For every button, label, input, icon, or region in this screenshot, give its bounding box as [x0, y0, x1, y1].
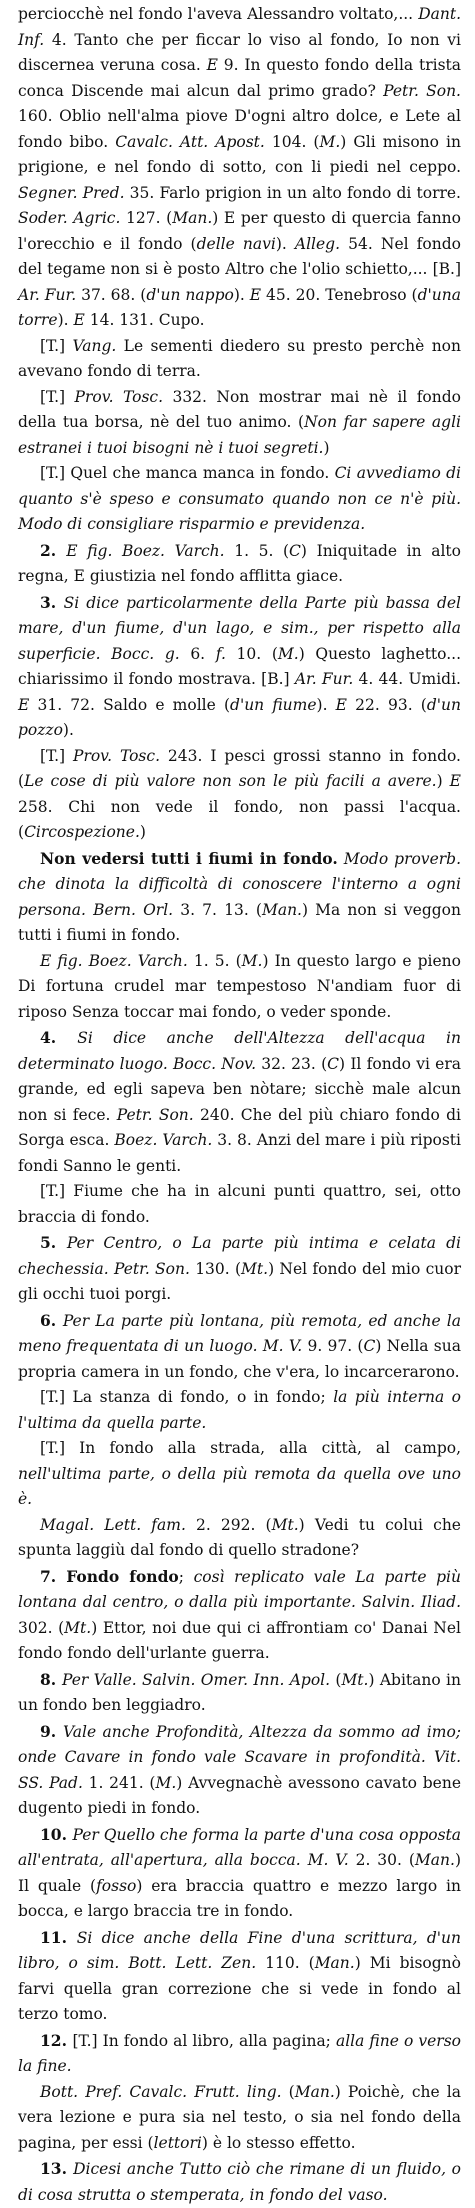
text-run: ) Nel fondo del mio cuor gli occhi tuoi porgi. — [18, 1259, 461, 1303]
paragraph — [18, 2156, 461, 2208]
text-run: ) — [436, 772, 450, 790]
text-run: Si dice anche dell'Altezza dell'acqua in determinato luogo. Bocc. Nov. — [18, 1029, 461, 1073]
text-run: ) Abitano in un fondo ben leggiadro. — [18, 1670, 461, 1714]
paragraph — [18, 1822, 461, 1925]
text-run: 22. 93. ( — [347, 695, 427, 714]
text-run: ) Gli misono in prigione, e nel fondo di sotto, con li piedi nel ceppo. — [18, 132, 461, 176]
text-run: Mt. — [271, 1515, 299, 1534]
text-run: d'un fiume — [230, 695, 317, 714]
paragraph — [18, 2, 461, 334]
paragraph — [18, 744, 461, 846]
text-run: E — [335, 695, 347, 714]
text-run: ) Poichè, che la vera lezione e pura sia nel testo, o sia nel fondo della pagina, per essi ( — [18, 2082, 461, 2152]
text-run: Le sementi diedero su presto perchè non avevano fondo di terra. — [18, 336, 461, 380]
text-run: ) Questo laghetto... chiarissimo il fondo mostrava. [B.] — [18, 644, 461, 688]
text-run: d'una torre — [18, 285, 461, 329]
text-run: ) E per questo di quercia fanno l'orecchio e il fondo ( — [18, 209, 461, 253]
text-run: 104. ( — [264, 132, 320, 151]
paragraph — [18, 1719, 461, 1822]
paragraph — [18, 2080, 461, 2157]
text-run: 3. 8. Anzi del mare i più riposti fondi Sanno le genti. — [18, 1131, 461, 1175]
paragraph — [18, 1179, 461, 1230]
text-run: delle navi — [196, 234, 276, 253]
text-run: 2. — [40, 540, 67, 560]
text-run: ; — [178, 1567, 194, 1586]
text-run: Man. — [294, 2082, 335, 2101]
text-run: 258. Chi non vede il fondo, non passi l'acqua. ( — [18, 797, 461, 841]
text-run: alla fine o verso la fine. — [18, 2031, 461, 2075]
text-run: 1. 5. ( — [187, 951, 242, 970]
text-run: Ci avvediamo di quanto s'è speso e consumato quando non ce n'è più. Modo di consigliare risparmio e previdenza. — [18, 464, 461, 533]
text-run: 4. — [40, 1028, 78, 1047]
text-run: ). — [316, 695, 336, 714]
text-run: Vale anche Profondità, Altezza da sommo ad imo; onde Cavare in fondo vale Scavare in profondità. Vit. SS. Pad. — [18, 1722, 461, 1792]
text-run: 10. — [40, 1824, 73, 1844]
text-run: 31. 72. Saldo e molle ( — [29, 695, 231, 714]
text-run: ). — [233, 285, 250, 304]
text-run: [T.] In fondo al libro, alla pagina; — [72, 2031, 336, 2050]
text-run: ) — [323, 438, 330, 457]
text-run: Segner. Pred. — [18, 183, 125, 202]
paragraph — [18, 1385, 461, 1436]
text-run: Dant. Inf. — [18, 5, 461, 49]
text-run: 32. 23. ( — [256, 1054, 328, 1073]
text-run: ) — [139, 823, 146, 841]
text-run: 8. — [40, 1669, 62, 1689]
text-run: 4. Tanto che per ficcar lo viso al fondo, Io non vi discernea veruna cosa. — [18, 30, 461, 74]
text-run: E — [449, 772, 461, 790]
text-run: ) Nella sua propria camera in un fondo, che v'era, lo incarcerarono. — [18, 1337, 461, 1381]
text-run: 240. Che del più chiaro fondo di Sorga esca. — [18, 1105, 461, 1149]
text-run: Mt. — [341, 1670, 369, 1689]
text-run: d'un nappo — [146, 285, 234, 304]
text-run: 13. — [40, 2159, 74, 2178]
text-run: 6. — [40, 1310, 63, 1330]
text-run: Petr. Son. — [383, 81, 461, 100]
text-run: C — [289, 541, 301, 560]
text-run: nell'ultima parte, o della più remota da quella ove uno è. — [18, 1464, 461, 1508]
paragraph — [18, 1925, 461, 2028]
text-run: E fig. Boez. Varch. — [66, 541, 225, 560]
text-run: E — [249, 285, 262, 304]
text-run: 9. In questo fondo della trista conca Discende mai alcun dal primo grado? — [18, 56, 461, 100]
text-run: ) Ettor, noi due qui ci affrontiam co' Danai Nel fondo fondo dell'urlante guerra. — [18, 1618, 461, 1662]
text-run: Si dice particolarmente della Parte più bassa del mare, d'un fiume, d'un lago, e sim., per rispetto alla superficie. Bocc. g. — [18, 593, 461, 663]
text-run: Cavalc. Att. Apost. — [115, 132, 265, 151]
text-run: 6. — [179, 644, 216, 663]
text-run: M. — [155, 1773, 177, 1792]
text-run: 4. 44. Umidi. — [353, 670, 461, 688]
text-run: Per Quello che forma la parte d'una cosa opposta all'entrata, all'apertura, alla bocca. M. V. — [18, 1825, 462, 1869]
paragraph — [18, 1230, 461, 1308]
text-run: E fig. Boez. Varch. — [40, 951, 188, 970]
text-run: Modo proverb. che dinota la difficoltà di conoscere l'interno a ogni persona. Bern. Orl. — [18, 849, 461, 919]
text-run: Dicesi anche Tutto ciò che rimane di un fluido, o di cosa strutta o stemperata, in fondo del vaso. — [18, 2160, 461, 2204]
text-run: Le cose di più valore non son le più facili a avere. — [24, 772, 437, 790]
text-run: 11. — [40, 1927, 77, 1947]
text-run: Soder. Agric. — [18, 209, 121, 227]
text-run: C — [363, 1337, 376, 1355]
text-run: E — [18, 695, 30, 714]
text-run: [T.] — [40, 336, 73, 355]
text-run: Per La parte più lontana, più remota, ed anche la meno frequentata di un luogo. M. V. — [18, 1311, 461, 1355]
text-run: Man. — [172, 209, 213, 227]
text-run: fosso — [96, 1876, 137, 1895]
text-run: così replicato vale La parte più lontana dal centro, o dalla più importante. Salvin. Iliad. — [18, 1567, 461, 1611]
text-run: lettori — [153, 2133, 202, 2152]
text-run: ) Mi bisognò farvi quella gran correzione che si vede in fondo al terzo tomo. — [18, 1954, 461, 2023]
text-run: 332. Non mostrar mai nè il fondo della tua borsa, nè del tuo animo. ( — [18, 387, 461, 431]
text-run: 45. 20. Tenebroso ( — [261, 285, 418, 304]
text-run: 14. 131. Cupo. — [84, 311, 205, 329]
paragraph — [18, 334, 461, 385]
text-run: f. — [215, 644, 226, 663]
text-run: ) Il quale ( — [18, 1851, 461, 1895]
text-run: 2. 30. ( — [348, 1851, 415, 1869]
text-run: [T.] In fondo alla strada, alla città, al campo, — [40, 1439, 461, 1457]
text-run: ) Vedi tu colui che spunta laggiù dal fondo di quello stradone? — [18, 1515, 461, 1559]
paragraph — [18, 1513, 461, 1564]
text-run: Non vedersi tutti i fiumi in fondo. — [40, 848, 338, 868]
text-run: ) Avvegnachè avessono cavato bene dugento piedi in fondo. — [18, 1773, 461, 1817]
text-run: 3. 7. 13. ( — [173, 900, 262, 919]
text-run: [T.] — [40, 387, 75, 406]
text-run: ) In questo largo e pieno Di fortuna crudel mar tempestoso N'andiam fuor di riposo Senza toccar mai fondo, o veder sponde. — [18, 951, 461, 1021]
text-run: Mt. — [241, 1259, 269, 1278]
text-run: 160. Oblio nell'alma piove D'ogni altro dolce, e Lete al fondo bibo. — [18, 107, 461, 151]
text-run: ) Ma non si veggon tutti i fiumi in fondo. — [18, 900, 461, 944]
text-run: Man. — [314, 1954, 355, 1972]
paragraph — [18, 590, 461, 744]
paragraph — [18, 2028, 461, 2080]
paragraph — [18, 949, 461, 1026]
text-run: Petr. Son. — [116, 1105, 194, 1124]
text-run: 5. — [40, 1233, 67, 1252]
text-run: Non far sapere agli estranei i tuoi bisogni nè i tuoi segreti. — [18, 413, 461, 457]
text-run: 12. — [40, 2030, 73, 2050]
text-run: d'un pozzo — [18, 695, 461, 739]
text-run: ( — [281, 2082, 295, 2101]
text-run: Per Centro, o La parte più intima e celata di chechessia. Petr. Son. — [18, 1234, 461, 1278]
text-run: 35. Farlo prigion in un alto fondo di torre. — [124, 183, 461, 202]
text-run: Man. — [414, 1851, 455, 1869]
text-run: Man. — [261, 900, 302, 919]
text-run: 37. 68. ( — [76, 285, 147, 304]
paragraph — [18, 1564, 461, 1667]
paragraph — [18, 1308, 461, 1386]
text-run: ) è lo stesso effetto. — [201, 2133, 356, 2152]
text-run: 7. Fondo fondo — [40, 1566, 179, 1586]
text-run: [T.] — [40, 746, 74, 765]
paragraph — [18, 1025, 461, 1179]
text-run: 130. ( — [189, 1259, 242, 1278]
text-run: Prov. Tosc. — [74, 387, 164, 406]
paragraph — [18, 846, 461, 949]
text-run: 127. ( — [120, 209, 173, 227]
text-run: la più interna o l'ultima da quella parte. — [18, 1388, 461, 1432]
text-run: M. — [319, 132, 341, 151]
text-run: 243. I pesci grossi stanno in fondo. ( — [18, 746, 461, 790]
text-run: ) Il fondo vi era grande, ed egli sapeva ben nòtare; sicchè male alcun non si fece. — [18, 1054, 461, 1124]
text-run: M. — [277, 644, 299, 663]
text-run: Ar. Fur. — [294, 670, 354, 688]
text-run: Ar. Fur. — [18, 285, 77, 304]
text-run: 10. ( — [225, 644, 278, 663]
text-run: E — [206, 56, 218, 74]
text-run: Circospezione. — [24, 823, 140, 841]
text-run: ) era braccia quattro e mezzo largo in bocca, e largo braccia tre in fondo. — [18, 1876, 461, 1920]
text-run: 9. — [40, 1721, 64, 1741]
text-run: Alleg. — [294, 234, 341, 253]
text-run: 302. ( — [18, 1618, 65, 1637]
text-run: ). — [275, 234, 295, 253]
text-run: 9. 97. ( — [302, 1337, 364, 1355]
text-run: ). — [57, 311, 74, 329]
text-run: [T.] Quel che manca manca in fondo. — [40, 464, 335, 482]
text-run: perciocchè nel fondo l'aveva Alessandro voltato,... — [18, 5, 419, 23]
paragraph — [18, 461, 461, 538]
text-run: M. — [241, 951, 263, 970]
text-run: E — [73, 311, 85, 329]
text-run: [T.] Fiume che ha in alcuni punti quattro, sei, otto braccia di fondo. — [18, 1182, 461, 1226]
paragraph — [18, 1436, 461, 1513]
paragraph — [18, 385, 461, 462]
paragraph — [18, 1667, 461, 1719]
text-run: ( — [330, 1670, 342, 1689]
text-run: Per Valle. Salvin. Omer. Inn. Apol. — [62, 1670, 331, 1689]
text-run: Bott. Pref. Cavalc. Frutt. ling. — [40, 2082, 282, 2101]
text-run: C — [327, 1054, 340, 1073]
text-run: Vang. — [72, 336, 117, 355]
text-run: 2. 292. ( — [185, 1515, 272, 1534]
text-run: Prov. Tosc. — [73, 746, 160, 765]
text-run: Boez. Varch. — [114, 1131, 213, 1149]
text-run: 110. ( — [256, 1954, 315, 1972]
text-run: [T.] La stanza di fondo, o in fondo; — [40, 1388, 334, 1406]
text-run: 1. 241. ( — [82, 1773, 156, 1792]
text-run: Magal. Lett. fam. — [40, 1515, 186, 1534]
text-run: 1. 5. ( — [224, 541, 290, 560]
text-run: Si dice anche della Fine d'una scrittura, d'un libro, o sim. Bott. Lett. Zen. — [18, 1928, 461, 1972]
text-run: 3. — [40, 592, 64, 612]
text-run: ) Iniquitade in alto regna, E giustizia nel fondo afflitta giace. — [18, 541, 461, 585]
text-run: Mt. — [64, 1618, 92, 1637]
paragraph — [18, 538, 461, 590]
text-run: 54. Nel fondo del tegame non si è posto Altro che l'olio schietto,... [B.] — [18, 234, 461, 278]
text-run: ). — [62, 721, 74, 739]
